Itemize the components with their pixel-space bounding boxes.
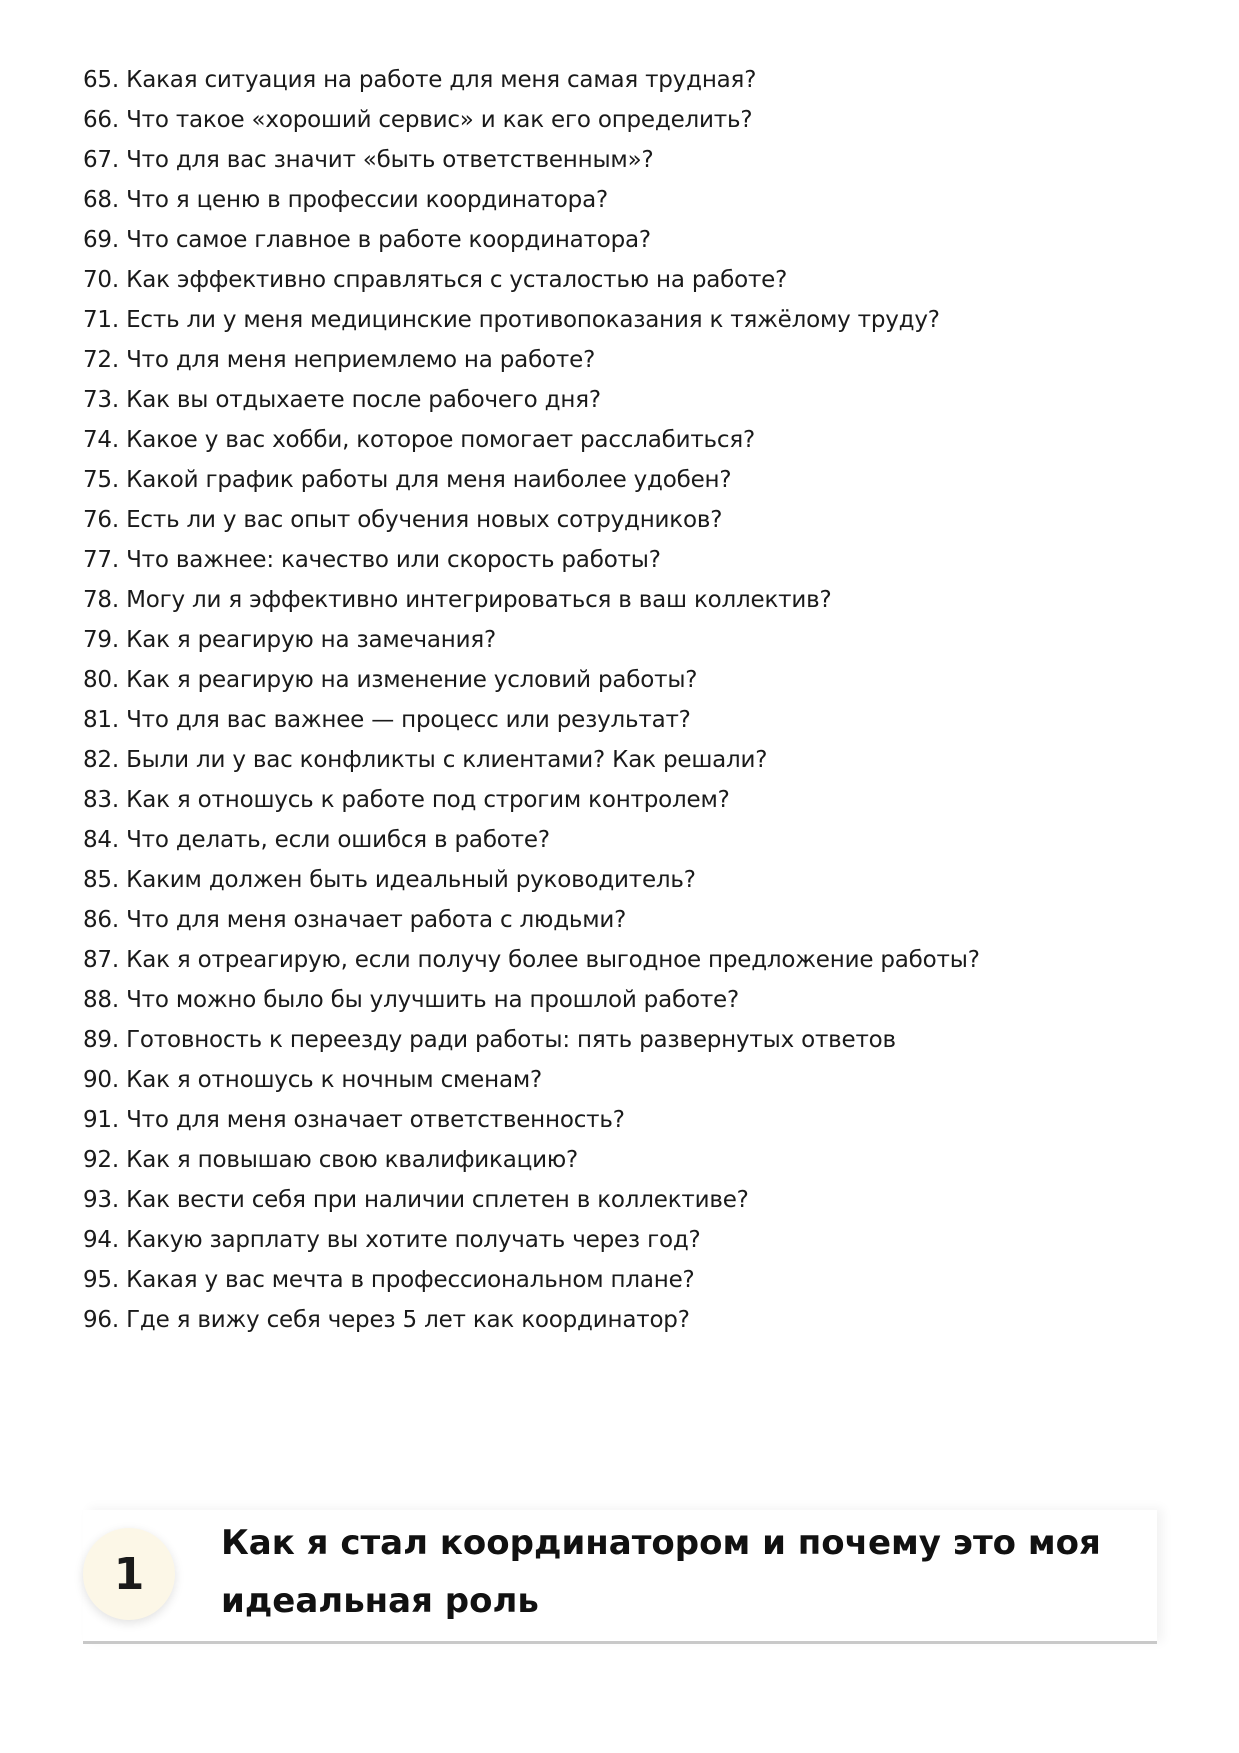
list-item: 79. Как я реагирую на замечания? (83, 627, 497, 653)
list-item: 78. Могу ли я эффективно интегрироваться в ваш коллектив? (83, 587, 832, 613)
list-item: 81. Что для вас важнее — процесс или результат? (83, 707, 691, 733)
section-heading-card (83, 1510, 1157, 1644)
section-title: Как я стал координатором и почему это моя идеальная роль (221, 1523, 1101, 1621)
list-item: 69. Что самое главное в работе координатора? (83, 227, 651, 253)
list-item: 91. Что для меня означает ответственность? (83, 1107, 625, 1133)
list-item: 68. Что я ценю в профессии координатора? (83, 187, 608, 213)
list-item: 95. Какая у вас мечта в профессиональном плане? (83, 1267, 695, 1293)
list-item: 73. Как вы отдыхаете после рабочего дня? (83, 387, 601, 413)
list-item: 72. Что для меня неприемлемо на работе? (83, 347, 596, 373)
list-item: 67. Что для вас значит «быть ответственным»? (83, 147, 654, 173)
list-item: 76. Есть ли у вас опыт обучения новых сотрудников? (83, 507, 723, 533)
list-item: 65. Какая ситуация на работе для меня самая трудная? (83, 67, 757, 93)
list-item: 70. Как эффективно справляться с усталостью на работе? (83, 267, 788, 293)
list-item: 71. Есть ли у меня медицинские противопоказания к тяжёлому труду? (83, 307, 940, 333)
section-number-badge: 1 (83, 1528, 175, 1620)
question-list (83, 60, 980, 1340)
list-item: 89. Готовность к переезду ради работы: пять развернутых ответов (83, 1027, 896, 1053)
list-item: 84. Что делать, если ошибся в работе? (83, 827, 550, 853)
list-item: 87. Как я отреагирую, если получу более выгодное предложение работы? (83, 947, 980, 973)
list-item: 77. Что важнее: качество или скорость работы? (83, 547, 661, 573)
list-item: 83. Как я отношусь к работе под строгим контролем? (83, 787, 730, 813)
list-item: 86. Что для меня означает работа с людьми? (83, 907, 627, 933)
list-item: 88. Что можно было бы улучшить на прошлой работе? (83, 987, 739, 1013)
list-item: 92. Как я повышаю свою квалификацию? (83, 1147, 579, 1173)
list-item: 85. Каким должен быть идеальный руководитель? (83, 867, 696, 893)
list-item: 74. Какое у вас хобби, которое помогает расслабиться? (83, 427, 755, 453)
list-item: 82. Были ли у вас конфликты с клиентами? Как решали? (83, 747, 768, 773)
list-item: 90. Как я отношусь к ночным сменам? (83, 1067, 543, 1093)
list-item: 80. Как я реагирую на изменение условий работы? (83, 667, 698, 693)
list-item: 93. Как вести себя при наличии сплетен в коллективе? (83, 1187, 749, 1213)
list-item: 75. Какой график работы для меня наиболее удобен? (83, 467, 732, 493)
list-item: 94. Какую зарплату вы хотите получать через год? (83, 1227, 701, 1253)
list-item: 66. Что такое «хороший сервис» и как его определить? (83, 107, 753, 133)
list-item: 96. Где я вижу себя через 5 лет как координатор? (83, 1307, 690, 1333)
